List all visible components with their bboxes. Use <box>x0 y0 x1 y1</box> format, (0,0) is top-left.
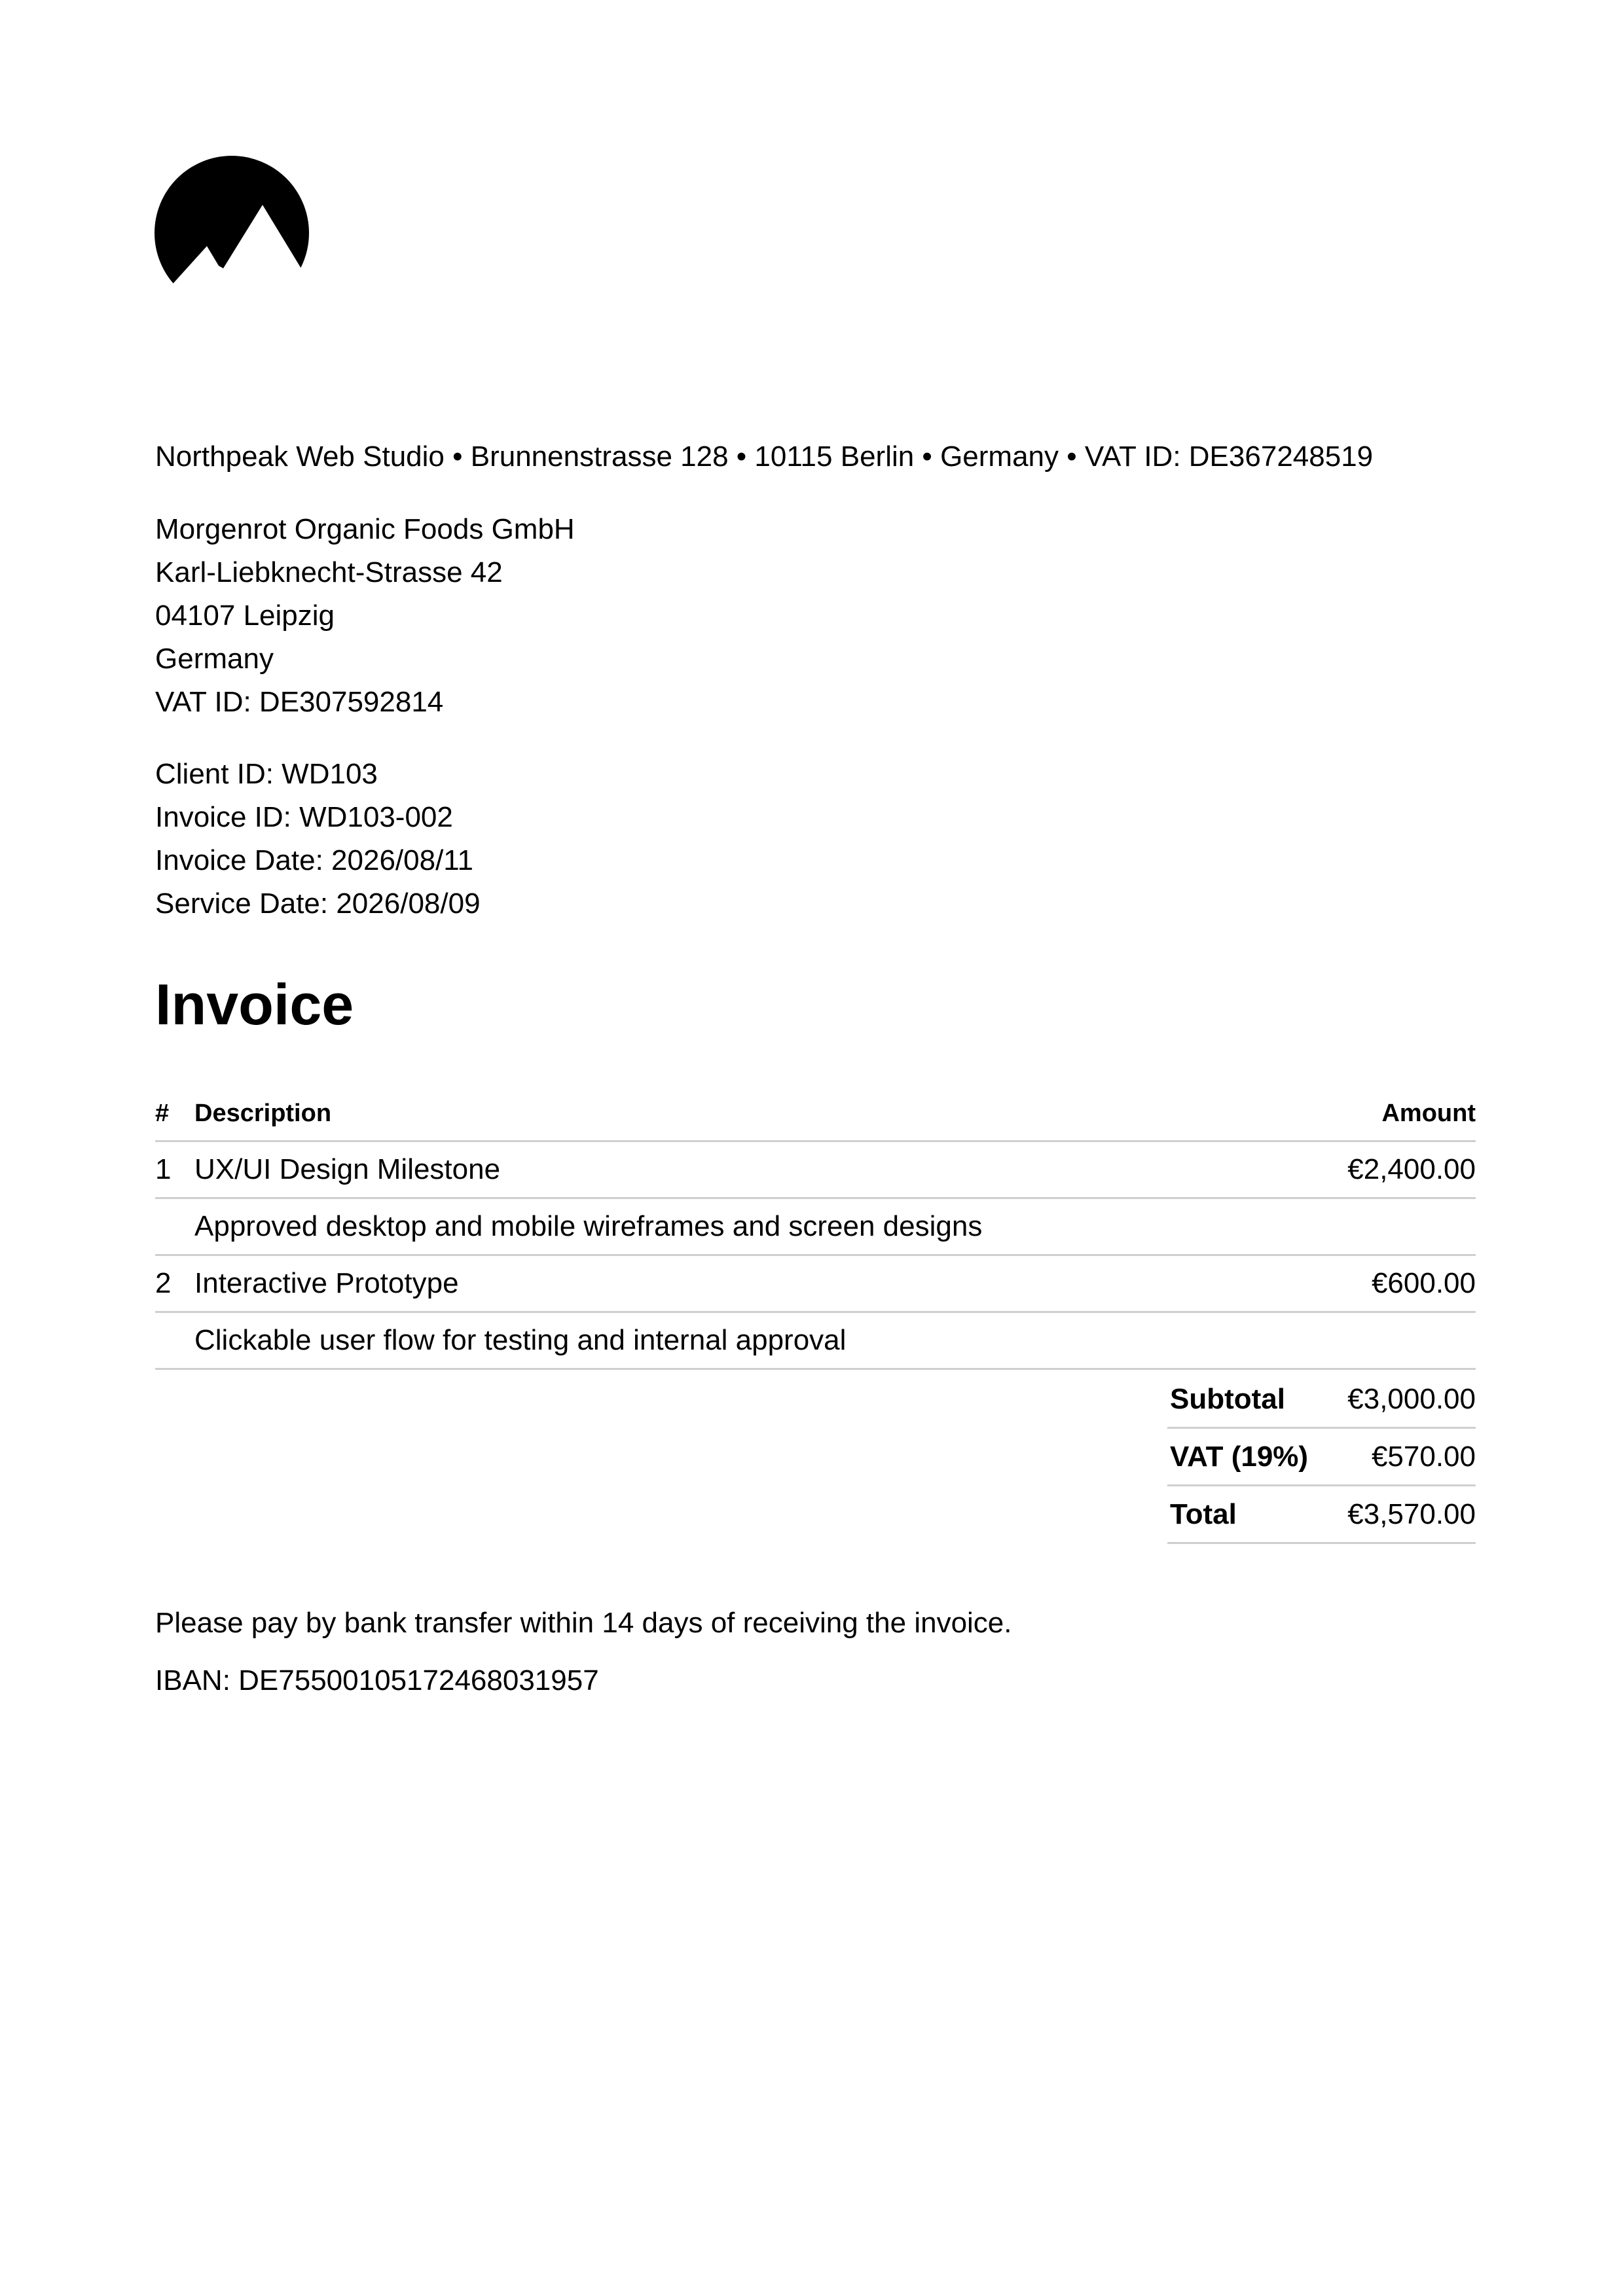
table-row <box>155 1141 1476 1198</box>
header-description: Description <box>194 1086 1266 1141</box>
row-amount: €600.00 <box>1266 1255 1476 1312</box>
vat-value: €570.00 <box>1329 1428 1476 1486</box>
invoice-id: Invoice ID: WD103-002 <box>155 801 453 833</box>
row-amount <box>1266 1198 1476 1255</box>
subtotal-value: €3,000.00 <box>1329 1371 1476 1428</box>
invoice-date: Invoice Date: 2026/08/11 <box>155 844 473 876</box>
row-description: Interactive Prototype <box>194 1255 1266 1312</box>
total-value: €3,570.00 <box>1329 1486 1476 1543</box>
recipient-address <box>155 508 575 724</box>
recipient-country: Germany <box>155 643 274 675</box>
vat-label: VAT (19%) <box>1167 1428 1329 1486</box>
row-amount: €2,400.00 <box>1266 1141 1476 1198</box>
table-row <box>155 1312 1476 1369</box>
invoice-meta <box>155 753 481 925</box>
recipient-company: Morgenrot Organic Foods GmbH <box>155 513 575 545</box>
header-number: # <box>155 1086 194 1141</box>
mountain-logo-icon <box>155 156 309 287</box>
row-amount <box>1266 1312 1476 1369</box>
vat-row <box>1167 1428 1476 1486</box>
row-description: UX/UI Design Milestone <box>194 1141 1266 1198</box>
subtotal-label: Subtotal <box>1167 1371 1329 1428</box>
table-row <box>155 1198 1476 1255</box>
service-date: Service Date: 2026/08/09 <box>155 888 481 920</box>
total-label: Total <box>1167 1486 1329 1543</box>
recipient-vat-id: VAT ID: DE307592814 <box>155 686 444 718</box>
iban-text: IBAN: DE75500105172468031957 <box>155 1664 599 1696</box>
recipient-city: 04107 Leipzig <box>155 600 335 632</box>
row-number <box>155 1312 194 1369</box>
totals-table <box>1167 1371 1476 1544</box>
row-number <box>155 1198 194 1255</box>
row-description: Approved desktop and mobile wireframes and screen designs <box>194 1198 1266 1255</box>
row-number: 1 <box>155 1141 194 1198</box>
line-items-table <box>155 1086 1476 1370</box>
payment-note: Please pay by bank transfer within 14 days of receiving the invoice. <box>155 1607 1012 1639</box>
row-description: Clickable user flow for testing and internal approval <box>194 1312 1266 1369</box>
table-row <box>155 1255 1476 1312</box>
sender-address-line: Northpeak Web Studio • Brunnenstrasse 128 • 10115 Berlin • Germany • VAT ID: DE367248519 <box>155 440 1374 473</box>
table-header-row <box>155 1086 1476 1141</box>
total-row <box>1167 1486 1476 1543</box>
header-amount: Amount <box>1266 1086 1476 1141</box>
client-id: Client ID: WD103 <box>155 758 378 790</box>
recipient-street: Karl-Liebknecht-Strasse 42 <box>155 556 503 588</box>
invoice-title: Invoice <box>155 972 354 1037</box>
row-number: 2 <box>155 1255 194 1312</box>
subtotal-row <box>1167 1371 1476 1428</box>
